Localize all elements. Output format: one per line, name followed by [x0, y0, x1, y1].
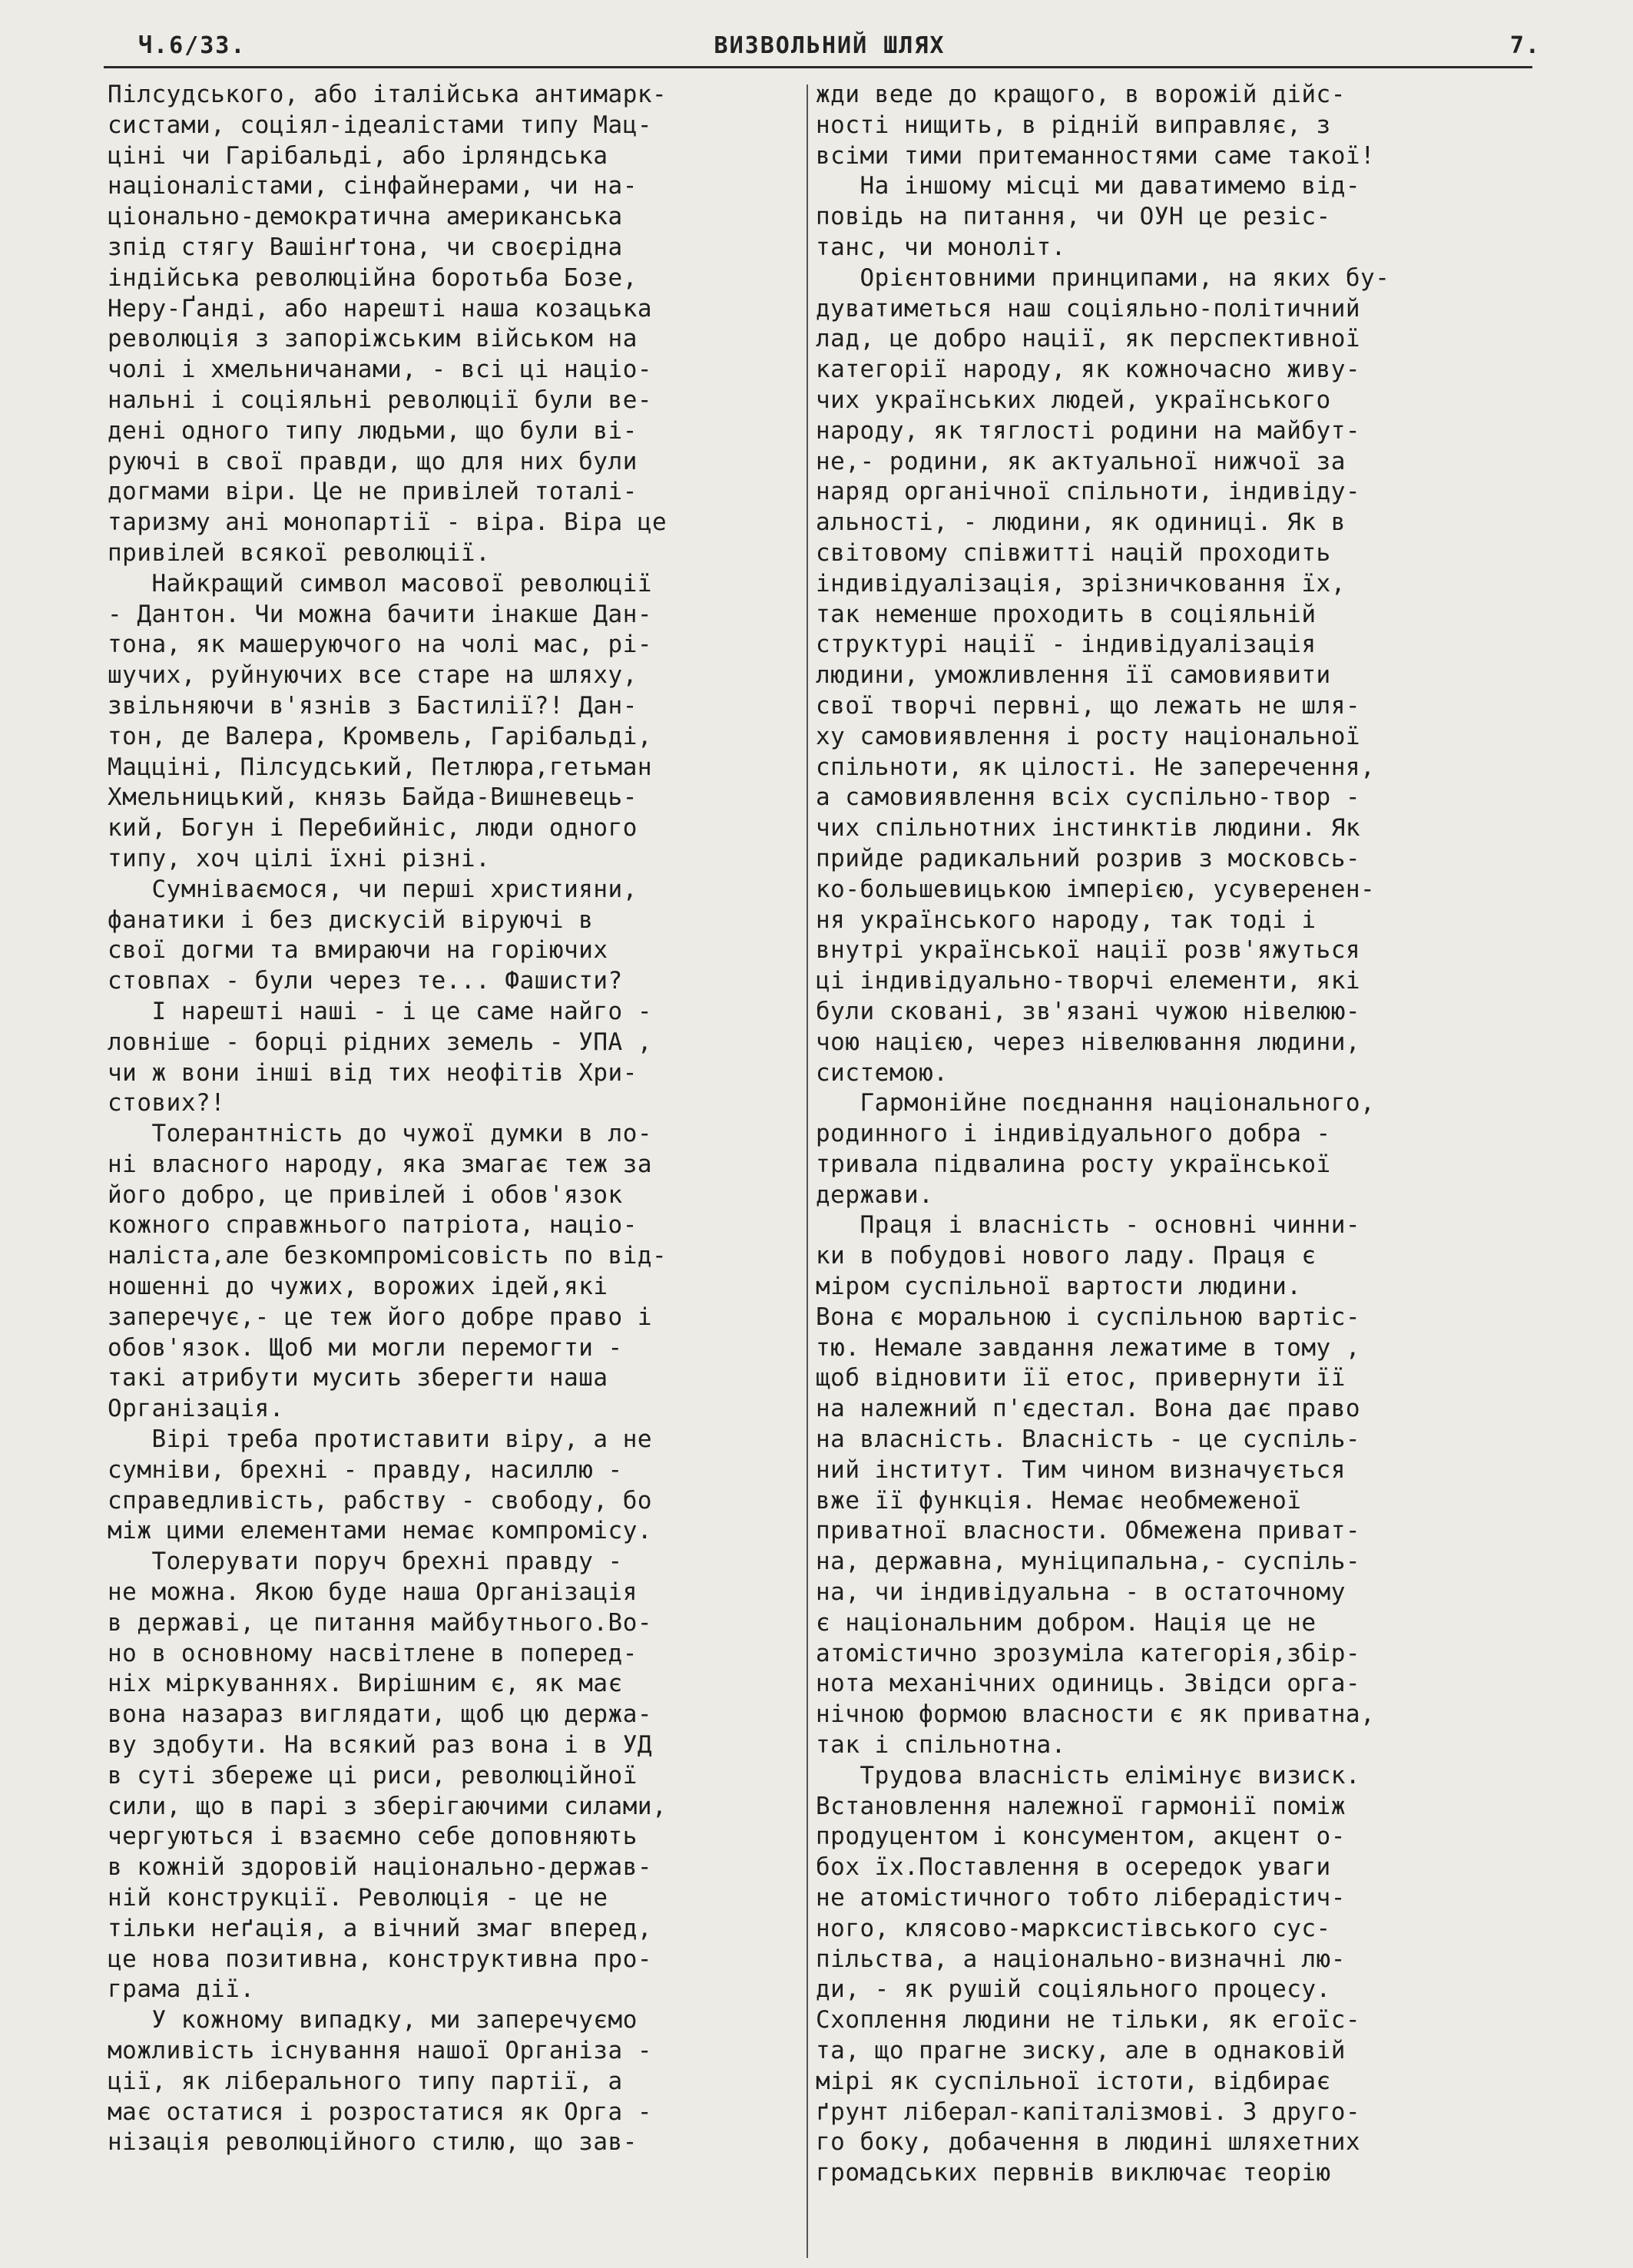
column-divider [807, 84, 808, 2258]
text-line: Праця і власність - основні чинни- [816, 1211, 1361, 1240]
text-line: ності нищить, в рідній виправляє, з [816, 111, 1331, 139]
text-line: в державі, це питання майбутнього.Во- [108, 1608, 653, 1637]
text-line: народу, як тяглості родини на майбут- [816, 416, 1361, 445]
text-line: Толерантність до чужої думки в ло- [108, 1120, 653, 1148]
text-line: нота механічних одиниць. Звідси орга- [816, 1670, 1361, 1698]
text-line: привілей всякої революції. [108, 538, 491, 567]
text-line: нізація революційного стилю, що зав- [108, 2128, 638, 2157]
text-line: має остатися і розростатися як Орга - [108, 2097, 653, 2126]
text-line: не атомістичного тобто ліберадістич- [816, 1884, 1346, 1912]
text-line: чолі і хмельничанами, - всі ці націо- [108, 356, 653, 384]
text-line: кий, Богун і Перебийніс, люди одного [108, 814, 638, 843]
text-line: На іншому місці ми даватимемо від- [816, 172, 1361, 200]
text-line: Толерувати поруч брехні правду - [108, 1548, 623, 1576]
text-line: ху самовиявлення і росту національної [816, 722, 1361, 750]
text-line: справедливість, рабству - свободу, бо [108, 1486, 653, 1515]
text-line: танс, чи моноліт. [816, 233, 1066, 261]
text-line: ко-большевицькою імперією, усуверенен- [816, 875, 1376, 903]
text-line: чи ж вони інші від тих неофітів Хри- [108, 1058, 638, 1087]
text-line: ношенні до чужих, ворожих ідей,які [108, 1273, 608, 1301]
text-line: заперечує,- це теж його добре право і [108, 1303, 653, 1331]
text-line: лад, це добро нації, як перспективної [816, 325, 1361, 353]
right-column [816, 80, 1536, 2189]
text-line: не можна. Якою буде наша Організація [108, 1578, 638, 1607]
page-number: 7. [1509, 32, 1541, 59]
text-line: чергуються і взаємно себе доповняють [108, 1823, 638, 1851]
text-line: дуватиметься наш соціяльно-політичний [816, 294, 1361, 323]
text-line: І нарешті наші - і це саме найго - [108, 997, 653, 1025]
text-line: це нова позитивна, конструктивна про- [108, 1945, 653, 1973]
text-line: типу, хоч цілі їхні різні. [108, 844, 491, 872]
text-line: кожного справжнього патріота, націо- [108, 1211, 638, 1240]
left-column [108, 80, 795, 2158]
text-line: системою. [816, 1058, 949, 1087]
text-line: спільноти, як цілості. Не заперечення, [816, 753, 1376, 781]
text-line: приватної власности. Обмежена приват- [816, 1517, 1361, 1545]
text-line: були сковані, зв'язані чужою нівелюю- [816, 997, 1361, 1025]
text-line: чих українських людей, українського [816, 386, 1331, 414]
text-line: ки в побудові нового ладу. Праця є [816, 1242, 1317, 1270]
text-line: ву здобути. На всякий раз вона і в УД [108, 1731, 653, 1760]
header-rule [104, 66, 1532, 68]
text-line: ні власного народу, яка змагає теж за [108, 1150, 653, 1178]
text-line: У кожному випадку, ми заперечуємо [108, 2006, 638, 2035]
text-line: світовому співжитті націй проходить [816, 538, 1331, 567]
text-line: тривала підвалина росту української [816, 1150, 1331, 1178]
text-line: ний інститут. Тим чином визначується [816, 1455, 1346, 1484]
text-line: Трудова власність елімінує визиск. [816, 1761, 1361, 1790]
text-line: міром суспільної вартости людини. [816, 1273, 1302, 1301]
text-line: Пілсудського, або італійська антимарк- [108, 81, 667, 108]
text-line: так і спільнотна. [816, 1731, 1066, 1760]
text-line: ґрунт ліберал-капіталізмові. З друго- [816, 2097, 1361, 2126]
text-line: людини, уможливлення її самовиявити [816, 661, 1331, 690]
text-line: шучих, руйнуючих все старе на шляху, [108, 661, 638, 690]
text-line: руючі в свої правди, що для них були [108, 447, 638, 475]
text-line: Встановлення належної гармонії поміж [816, 1792, 1346, 1820]
issue-number: Ч.6/33. [138, 32, 247, 59]
text-line: нальні і соціяльні революції були ве- [108, 386, 653, 414]
text-line: в суті збереже ці риси, революційної [108, 1761, 638, 1790]
text-line: продуцентом і консументом, акцент о- [816, 1823, 1346, 1851]
text-line: структурі нації - індивідуалізація [816, 631, 1317, 659]
text-line: та, що прагне зиску, але в однаковій [816, 2037, 1346, 2064]
text-line: ного, клясово-марксистівського сус- [816, 1914, 1331, 1942]
text-line: ди, - як рушій соціяльного процесу. [816, 1975, 1331, 2004]
text-line: чих спільнотних інстинктів людини. Як [816, 814, 1361, 843]
text-line: ніх міркуваннях. Вирішним є, як має [108, 1670, 623, 1698]
text-line: на належний п'єдестал. Вона дає право [816, 1395, 1361, 1423]
text-line: націоналістами, сінфайнерами, чи на- [108, 172, 638, 200]
text-line: прийде радикальний розрив з московсь- [816, 844, 1361, 872]
text-line: ня українського народу, так тоді і [816, 906, 1317, 934]
text-line: мірі як суспільної істоти, відбирає [816, 2067, 1331, 2095]
text-line: обов'язок. Щоб ми могли перемогти - [108, 1333, 623, 1362]
text-line: так неменше проходить в соціяльній [816, 600, 1317, 628]
text-line: тю. Немале завдання лежатиме в тому , [816, 1333, 1361, 1362]
text-line: ціні чи Гарібальді, або ірляндська [108, 141, 608, 170]
text-line: Сумніваємося, чи перші християни, [108, 875, 638, 903]
text-line: но в основному насвітлене в поперед- [108, 1639, 638, 1667]
text-line: свої догми та вмираючи на горіючих [108, 936, 608, 965]
text-line: внутрі української нації розв'яжуться [816, 936, 1361, 965]
text-line: зпід стягу Вашінґтона, чи своєрідна [108, 233, 623, 261]
text-line: грама дії. [108, 1975, 255, 2004]
text-line: Найкращий символ масової революції [108, 569, 653, 598]
text-line: категорії народу, як кожночасно живу- [816, 356, 1361, 384]
text-line: ці індивідуально-творчі елементи, які [816, 967, 1361, 995]
text-line: Схоплення людини не тільки, як егоїс- [816, 2006, 1361, 2035]
text-line: го боку, добачення в людині шляхетних [816, 2128, 1361, 2157]
text-line: на власність. Власність - це суспіль- [816, 1425, 1361, 1454]
text-line: Гармонійне поєднання національного, [816, 1089, 1376, 1117]
text-line: його добро, це привілей і обов'язок [108, 1180, 623, 1209]
text-line: вона назараз виглядати, щоб цю держа- [108, 1700, 653, 1729]
text-line: можливість існування нашої Організа - [108, 2037, 653, 2064]
text-line: свої творчі первні, що лежать не шля- [816, 691, 1361, 720]
text-line: на, чи індивідуальна - в остаточному [816, 1578, 1346, 1607]
text-line: родинного і індивідуального добра - [816, 1120, 1331, 1148]
text-line: жди веде до кращого, в ворожій дійс- [816, 81, 1346, 108]
text-line: не,- родини, як актуальної нижчої за [816, 447, 1346, 475]
text-line: звільняючи в'язнів з Бастилії?! Дан- [108, 691, 638, 720]
text-line: стовпах - були через те... Фашисти? [108, 967, 623, 995]
text-line: Вона є моральною і суспільною вартіс- [816, 1303, 1361, 1331]
text-line: альності, - людини, як одиниці. Як в [816, 508, 1346, 537]
text-line: ціонально-демократична американська [108, 203, 623, 231]
text-line: держави. [816, 1180, 934, 1209]
text-line: ловніше - борці рідних земель - УПА , [108, 1028, 653, 1056]
text-line: Орієнтовними принципами, на яких бу- [816, 263, 1390, 292]
text-line: всіми тими притеманностями саме такої! [816, 141, 1376, 170]
text-line: дені одного типу людьми, що були ві- [108, 416, 638, 445]
text-line: чою нацією, через нівелювання людини, [816, 1028, 1361, 1056]
text-line: сили, що в парі з зберігаючими силами, [108, 1792, 667, 1820]
text-line: ції, як ліберального типу партії, а [108, 2067, 623, 2095]
text-line: індивідуалізація, зрізничковання їх, [816, 569, 1346, 598]
text-line: тільки неґація, а вічний змаг вперед, [108, 1914, 653, 1942]
text-line: наряд органічної спільноти, індивіду- [816, 478, 1361, 506]
text-line: в кожній здоровій національно-держав- [108, 1853, 653, 1882]
text-line: вже її функція. Немає необмеженої [816, 1486, 1302, 1515]
text-line: нічною формою власности є як приватна, [816, 1700, 1376, 1729]
text-line: Організація. [108, 1395, 284, 1423]
text-line: систами, соціял-ідеалістами типу Мац- [108, 111, 653, 139]
text-line: між цими елементами немає компромісу. [108, 1517, 653, 1545]
text-line: догмами віри. Це не привілей тоталі- [108, 478, 638, 506]
text-line: революція з запоріжським військом на [108, 325, 638, 353]
text-line: а самовиявлення всіх суспільно-твор - [816, 783, 1361, 812]
text-line: тона, як машеруючого на чолі мас, рі- [108, 631, 653, 659]
text-line: пільства, а національно-визначні лю- [816, 1945, 1346, 1973]
text-line: Мацціні, Пілсудський, Петлюра,гетьман [108, 753, 653, 781]
text-line: Вірі треба протиставити віру, а не [108, 1425, 653, 1454]
text-line: тон, де Валера, Кромвель, Гарібальді, [108, 722, 653, 750]
text-line: атомістично зрозуміла категорія,збір- [816, 1639, 1361, 1667]
text-line: на, державна, муніципальна,- суспіль- [816, 1548, 1361, 1576]
publication-title: ВИЗВОЛЬНИЙ ШЛЯХ [714, 32, 946, 59]
text-line: - Дантон. Чи можна бачити інакше Дан- [108, 600, 653, 628]
text-line: Хмельницький, князь Байда-Вишневець- [108, 783, 638, 812]
text-line: сумніви, брехні - правду, насиллю - [108, 1455, 623, 1484]
text-line: фанатики і без дискусій віруючі в [108, 906, 594, 934]
text-line: таризму ані монопартії - віра. Віра це [108, 508, 667, 537]
text-line: наліста,але безкомпромісовість по від- [108, 1242, 667, 1270]
text-line: громадських первнів виключає теорію [816, 2159, 1331, 2187]
text-line: Неру-Ґанді, або нарешті наша козацька [108, 294, 653, 323]
text-line: такі атрибути мусить зберегти наша [108, 1364, 608, 1392]
text-line: стових?! [108, 1089, 226, 1117]
text-line: повідь на питання, чи ОУН це резіс- [816, 203, 1331, 231]
text-line: є національним добром. Нація це не [816, 1608, 1317, 1637]
text-line: бох їх.Поставлення в осередок уваги [816, 1853, 1331, 1882]
text-line: ній конструкції. Революція - це не [108, 1884, 608, 1912]
text-line: щоб відновити її етос, привернути її [816, 1364, 1346, 1392]
text-line: індійська революційна боротьба Бозе, [108, 263, 638, 292]
